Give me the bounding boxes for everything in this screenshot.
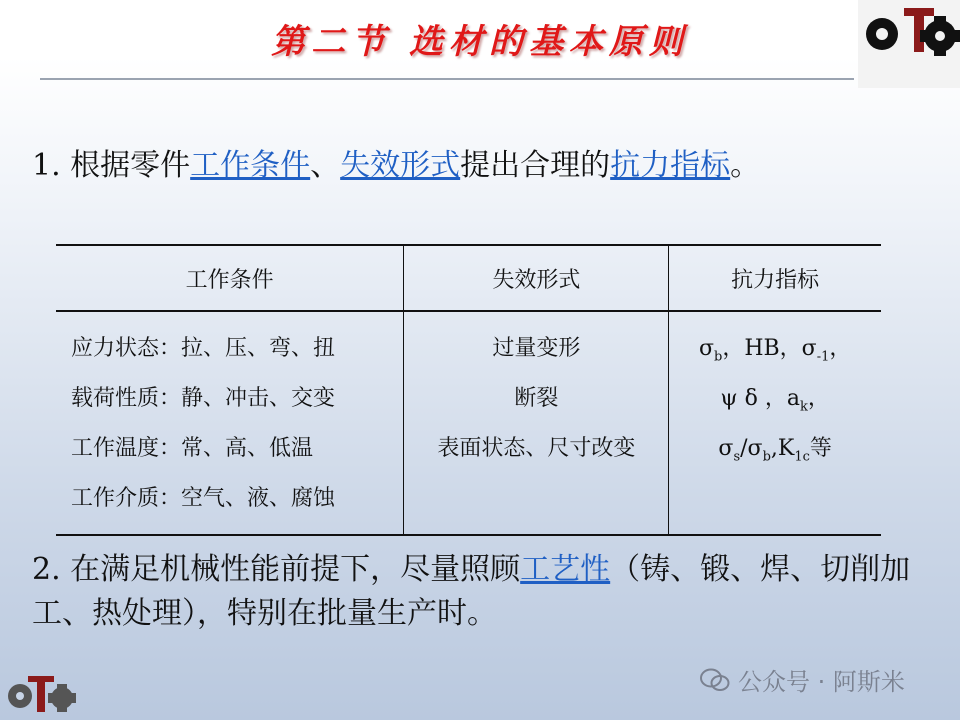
condition-medium: 工作介质：空气、液、腐蚀	[71, 486, 336, 511]
point-1-middle: 提出合理的	[460, 148, 611, 183]
title-divider	[40, 78, 854, 80]
conditions-table	[56, 244, 881, 536]
header-failure-modes: 失效形式	[404, 245, 669, 311]
point-1-prefix: 1. 根据零件	[32, 148, 191, 183]
failure-deformation: 过量变形	[492, 336, 581, 361]
link-resistance-indices[interactable]: 抗力指标	[610, 148, 731, 183]
watermark-text: 公众号 · 阿斯米	[738, 668, 905, 696]
logo-bottom	[6, 672, 76, 718]
table-header-row	[56, 245, 881, 311]
condition-load-type: 载荷性质：静、冲击、交变	[71, 386, 336, 411]
gear-logo-small-icon	[6, 672, 76, 718]
point-2-prefix: 2. 在满足机械性能前提下，尽量照顾	[32, 552, 521, 587]
failure-surface-size: 表面状态、尺寸改变	[437, 436, 636, 461]
watermark	[700, 662, 905, 697]
condition-temperature: 工作温度：常、高、低温	[71, 436, 314, 461]
point-2-text	[32, 548, 932, 636]
link-failure-modes[interactable]: 失效形式	[340, 148, 461, 183]
index-line-2: ψ δ ，$a_k$，	[720, 386, 830, 415]
table-row	[56, 311, 881, 535]
gear-logo-icon	[858, 0, 960, 88]
header-work-conditions: 工作条件	[56, 245, 404, 311]
index-line-1: $\sigma_b$，HB，$\sigma_{-1}$，	[698, 336, 852, 365]
logo-top	[858, 0, 960, 88]
condition-stress-state: 应力状态：拉、压、弯、扭	[71, 336, 336, 361]
point-1-separator: 、	[310, 148, 341, 183]
cell-failure-modes	[404, 311, 669, 535]
cell-work-conditions	[56, 311, 404, 535]
slide-title: 第二节 选材的基本原则	[271, 22, 689, 62]
link-work-conditions[interactable]: 工作条件	[190, 148, 311, 183]
failure-fracture: 断裂	[514, 386, 559, 411]
cell-resistance-indices	[669, 311, 881, 535]
point-1-end: 。	[730, 148, 761, 183]
header-resistance-indices: 抗力指标	[669, 245, 881, 311]
index-line-3: $\sigma_s/\sigma_b,K_{1c}$等	[718, 436, 832, 465]
point-2-suffix: （铸、锻、焊、切削加工、热处理），特别在批量生产时。	[32, 552, 911, 631]
point-1-text	[32, 144, 760, 188]
link-manufacturability[interactable]: 工艺性	[520, 552, 611, 587]
wechat-icon	[700, 667, 730, 693]
